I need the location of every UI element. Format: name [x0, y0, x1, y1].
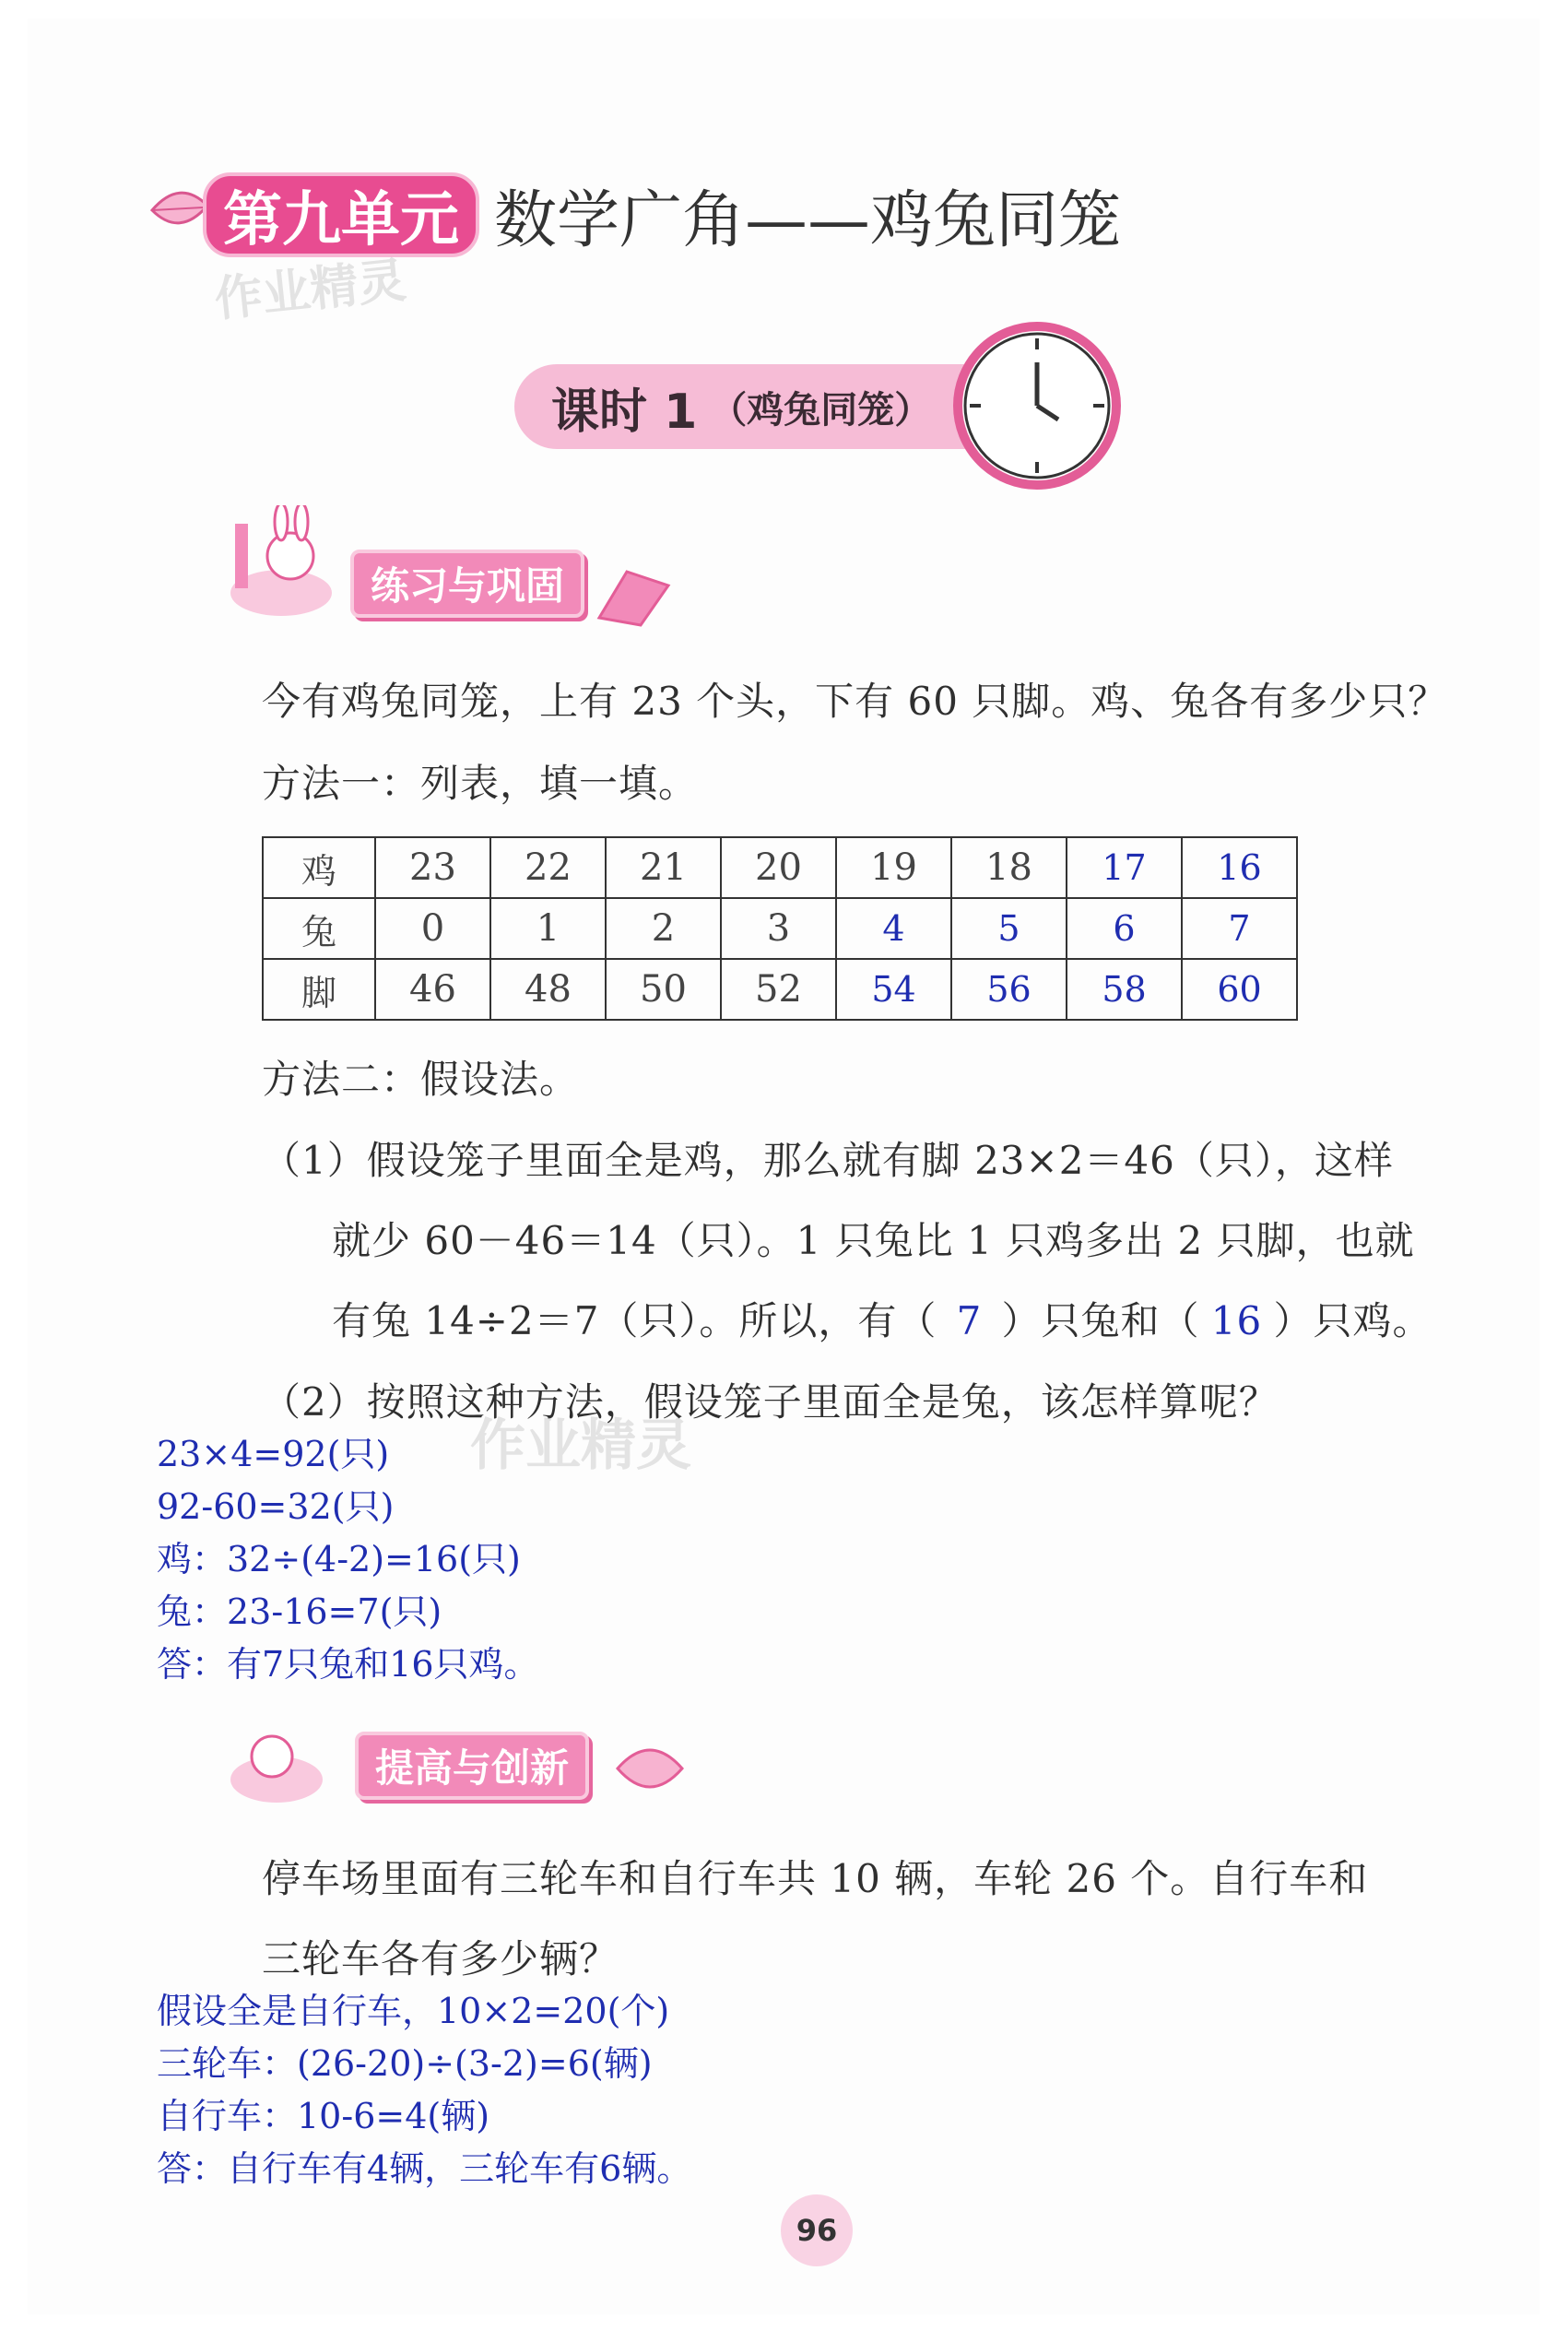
answer-line: 兔：23-16=7(只)	[157, 1591, 442, 1632]
table-cell-answer: 58	[1067, 959, 1182, 1020]
book-icon	[590, 562, 673, 627]
table-cell: 23	[375, 837, 490, 898]
problem2-line1: 停车场里面有三轮车和自行车共 10 辆，车轮 26 个。自行车和	[262, 1856, 1369, 1901]
rabbit-reading-icon	[217, 505, 346, 625]
unit-header	[203, 171, 1121, 259]
table-cell: 18	[951, 837, 1067, 898]
step1-line1: （1）假设笼子里面全是鸡，那么就有脚 23×2＝46（只），这样	[262, 1138, 1394, 1183]
practice-banner: 练习与巩固	[350, 550, 584, 618]
table-cell: 0	[375, 898, 490, 959]
answer-line: 答：自行车有4辆，三轮车有6辆。	[157, 2148, 692, 2189]
table-cell: 21	[606, 837, 721, 898]
answer-line: 鸡：32÷(4-2)=16(只)	[157, 1539, 521, 1579]
table-cell: 1	[490, 898, 606, 959]
table-row-chicken	[263, 837, 1297, 898]
lesson-sub: （鸡兔同笼）	[710, 387, 932, 432]
table-cell-answer: 5	[951, 898, 1067, 959]
lesson-banner	[514, 364, 984, 449]
method1-label: 方法一：列表，填一填。	[262, 761, 699, 806]
table-cell-answer: 56	[951, 959, 1067, 1020]
step2-question: （2）按照这种方法，假设笼子里面全是兔，该怎样算呢？	[262, 1379, 1279, 1425]
table-cell: 52	[721, 959, 836, 1020]
watermark: 作业精灵	[212, 253, 409, 328]
chicken-rabbit-table	[262, 836, 1298, 1021]
table-cell: 22	[490, 837, 606, 898]
row-label: 鸡	[263, 837, 375, 898]
step1-line2: 就少 60－46＝14（只）。1 只兔比 1 只鸡多出 2 只脚，也就	[332, 1218, 1415, 1263]
table-cell: 48	[490, 959, 606, 1020]
step1-text-b: ）只兔和（	[1001, 1298, 1200, 1343]
unit-label: 第九单元	[203, 172, 479, 257]
problem1-question: 今有鸡兔同笼，上有 23 个头，下有 60 只脚。鸡、兔各有多少只？	[262, 679, 1448, 724]
table-cell: 20	[721, 837, 836, 898]
leaf-decoration-icon	[608, 1732, 691, 1805]
answer-line: 23×4=92(只)	[157, 1434, 390, 1474]
table-row-rabbit	[263, 898, 1297, 959]
answer-line: 答：有7只兔和16只鸡。	[157, 1644, 539, 1685]
answer-chicken: 16	[1210, 1298, 1263, 1343]
table-cell: 50	[606, 959, 721, 1020]
answer-line: 92-60=32(只)	[157, 1486, 395, 1527]
table-cell-answer: 16	[1182, 837, 1297, 898]
table-cell-answer: 7	[1182, 898, 1297, 959]
clock-icon	[949, 318, 1125, 493]
step1-text-a: 有兔 14÷2＝7（只）。所以，有（	[332, 1298, 937, 1343]
table-cell-answer: 17	[1067, 837, 1182, 898]
row-label: 兔	[263, 898, 375, 959]
table-cell: 3	[721, 898, 836, 959]
method2-label: 方法二：假设法。	[262, 1057, 580, 1102]
table-cell-answer: 54	[836, 959, 951, 1020]
advance-banner: 提高与创新	[355, 1732, 589, 1800]
step1-line3	[332, 1291, 1432, 1346]
row-label: 脚	[263, 959, 375, 1020]
problem2-line2: 三轮车各有多少辆？	[262, 1936, 619, 1981]
page-number: 96	[781, 2194, 853, 2266]
table-cell: 19	[836, 837, 951, 898]
table-cell-answer: 4	[836, 898, 951, 959]
table-cell: 2	[606, 898, 721, 959]
answer-line: 假设全是自行车，10×2=20(个)	[157, 1991, 670, 2031]
unit-title: 数学广角——鸡兔同笼	[494, 183, 1122, 257]
answer-line: 自行车：10-6=4(辆)	[157, 2096, 490, 2136]
step1-text-c: ）只鸡。	[1273, 1298, 1432, 1343]
table-row-feet	[263, 959, 1297, 1020]
cartoon-animal-icon	[221, 1724, 341, 1807]
answer-rabbit: 7	[956, 1298, 983, 1343]
table-cell: 46	[375, 959, 490, 1020]
answer-line: 三轮车：(26-20)÷(3-2)=6(辆)	[157, 2043, 653, 2084]
table-cell-answer: 6	[1067, 898, 1182, 959]
watermark: 作业精灵	[470, 1413, 691, 1478]
table-cell-answer: 60	[1182, 959, 1297, 1020]
lesson-main: 课时 1	[551, 384, 698, 440]
